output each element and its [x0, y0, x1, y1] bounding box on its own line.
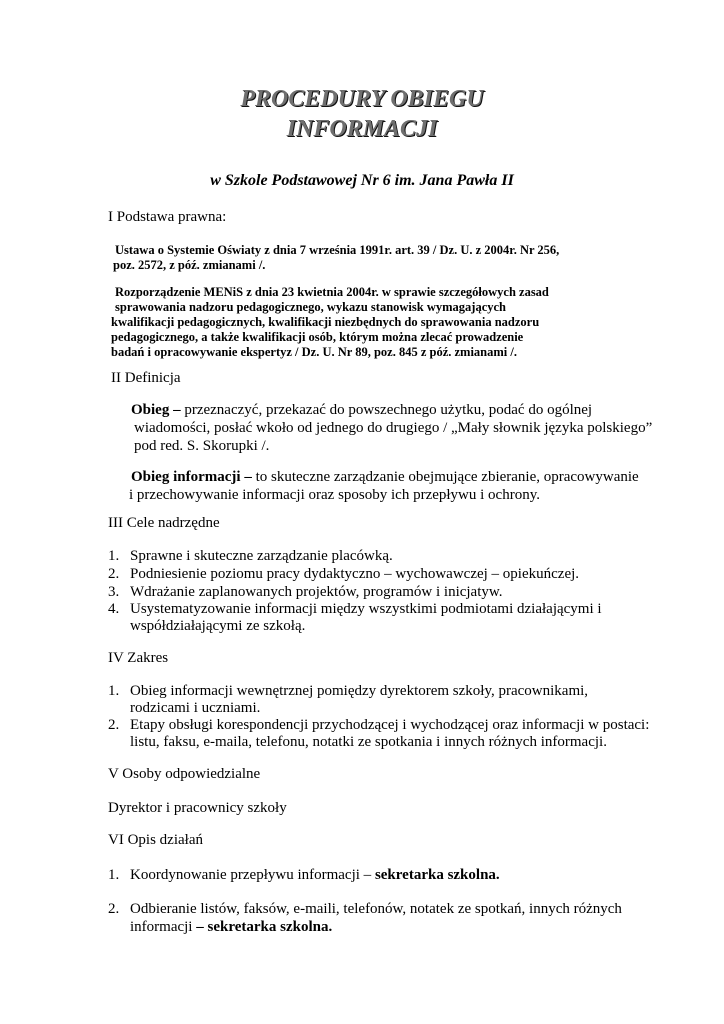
document-title-line2: INFORMACJI [286, 116, 438, 142]
document-title-line1: PROCEDURY OBIEGU [240, 86, 484, 112]
list-item-continuation: rodzicami i uczniami. [130, 700, 261, 716]
definition-2-line-1 [131, 468, 639, 486]
section-heading-2: II Definicja [111, 370, 181, 386]
law-1-line-1: Ustawa o Systemie Oświaty z dnia 7 września 1991r. art. 39 / Dz. U. z 2004r. Nr 256, [115, 243, 560, 257]
definition-1-line-2: wiadomości, posłać wkoło od jednego do drugiego / „Mały słownik języka polskiego” [134, 420, 653, 436]
section-heading-6: VI Opis działań [108, 832, 203, 848]
list-item-continuation: listu, faksu, e-maila, telefonu, notatki ze spotkania i innych różnych informacji. [130, 734, 607, 750]
definition-2-text: to skuteczne zarządzanie obejmujące zbieranie, opracowywanie [251, 469, 639, 485]
definition-1-text: przeznaczyć, przekazać do powszechnego użytku, podać do ogólnej [180, 402, 593, 418]
law-2-line-4: pedagogicznego, a także kwalifikacji osób, którym można zlecać prowadzenie [111, 330, 524, 344]
definition-2-term: Obieg informacji – [131, 469, 252, 485]
definition-1-line-1 [131, 401, 592, 419]
section-heading-1: I Podstawa prawna: [108, 209, 227, 225]
responsible-persons: Dyrektor i pracownicy szkoły [108, 800, 287, 816]
section-heading-5: V Osoby odpowiedzialne [108, 766, 261, 782]
section-heading-4: IV Zakres [108, 650, 169, 666]
definition-2-line-2: i przechowywanie informacji oraz sposoby ich przepływu i ochrony. [129, 487, 540, 503]
document-subtitle: w Szkole Podstawowej Nr 6 im. Jana Pawła II [210, 172, 514, 189]
list-item-continuation: informacji – sekretarka szkolna. [130, 919, 333, 935]
law-2-line-5: badań i opracowywanie ekspertyz / Dz. U. Nr 89, poz. 845 z póź. zmianami /. [111, 345, 517, 359]
list-item-continuation: współdziałającymi ze szkołą. [130, 618, 306, 634]
law-2-line-2: sprawowania nadzoru pedagogicznego, wykazu stanowisk wymagających [115, 300, 506, 314]
law-2-line-3: kwalifikacji pedagogicznych, kwalifikacji niezbędnych do sprawowania nadzoru [111, 315, 540, 329]
law-1-line-2: poz. 2572, z póź. zmianami /. [113, 258, 266, 272]
section-heading-3: III Cele nadrzędne [108, 515, 220, 531]
definition-1-term: Obieg – [131, 402, 181, 418]
law-2-line-1: Rozporządzenie MENiS z dnia 23 kwietnia 2004r. w sprawie szczegółowych zasad [115, 285, 549, 299]
document-page: PROCEDURY OBIEGU INFORMACJI w Szkole Podstawowej Nr 6 im. Jana Pawła II I Podstawa prawna: Ustawa o Systemie Oświaty z dnia 7 września 1991r. art. 39 / Dz. U. z 2004r. Nr 256, poz. 2572, z póź. zmianami /. Rozporządzenie MENiS z dnia 23 kwietnia 2004r. w sprawie szczegółowych zasad sprawowania nadzoru pedagogicznego, wykazu stanowisk wymagających kwalifikacji pedagogicznych, kwalifikacji niezbędnych do sprawowania nadzoru pedagogicznego, a także kwalifikacji osób, którym można zlecać prowadzenie badań i opracowywanie ekspertyz / Dz. U. Nr 89, poz. 845 z póź. zmianami /. II Definicja Obieg – przeznaczyć, przekazać do powszechnego użytku, podać do ogólnej wiadomości, posłać wkoło od jednego do drugiego / „Mały słownik języka polskiego” pod red. S. Skorupki /. Obieg informacji – to skuteczne zarządzanie obejmujące zbieranie, opracowywanie i przechowywanie informacji oraz sposoby ich przepływu i ochrony. III Cele nadrzędne 1. Sprawne i skuteczne zarządzanie placówką. 2. Podniesienie poziomu pracy dydaktyczno – wychowawczej – opiekuńczej. 3. Wdrażanie zaplanowanych projektów, programów i inicjatyw. 4. Usystematyzowanie informacji między wszystkimi podmiotami działającymi i współdziałającymi ze szkołą. IV Zakres 1. Obieg informacji wewnętrznej pomiędzy dyrektorem szkoły, pracownikami, rodzicami i uczniami. 2. Etapy obsługi korespondencji przychodzącej i wychodzącej oraz informacji w postaci: listu, faksu, e-maila, telefonu, notatki ze spotkania i innych różnych informacji. V Osoby odpowiedzialne Dyrektor i pracownicy szkoły VI Opis działań 1. Koordynowanie przepływu informacji – sekretarka szkolna. 2. Odbieranie listów, faksów, e-maili, telefonów, notatek ze spotkań, innych różnych informacji – sekretarka szkolna. [0, 0, 724, 1024]
definition-1-line-3: pod red. S. Skorupki /. [134, 438, 270, 454]
